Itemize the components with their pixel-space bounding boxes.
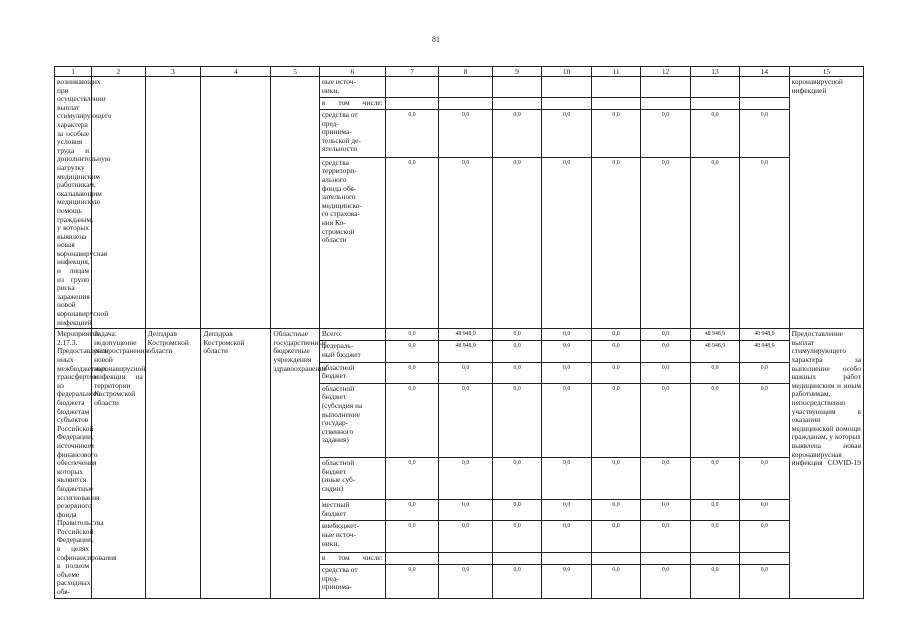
amount-cell: 0,0 (542, 341, 591, 362)
column-number-cell: 7 (385, 67, 439, 77)
amount-cell (641, 97, 690, 109)
funding-source-label: федераль- ный бюджет (319, 341, 385, 362)
amount-cell: 0,0 (641, 458, 690, 500)
amount-cell: 0,0 (385, 383, 439, 457)
amount-cell: 0,0 (740, 110, 789, 158)
amount-cell: 0,0 (492, 458, 541, 500)
column-number-cell: 6 (319, 67, 385, 77)
funding-source-label: местный бюджет (319, 500, 385, 521)
column-number-cell: 12 (641, 67, 690, 77)
column-number-cell: 8 (439, 67, 493, 77)
amount-cell: 0,0 (542, 157, 591, 328)
amount-cell: 0,0 (740, 500, 789, 521)
amount-cell: 48 948,9 (439, 341, 493, 362)
amount-cell: 0,0 (492, 362, 541, 383)
amount-cell (385, 97, 439, 109)
amount-cell: 0,0 (641, 521, 690, 552)
amount-cell: 0,0 (385, 157, 439, 328)
task-cell: Задача: недопущение распространения новой коронавирусной инфекции на территории Костромской области (92, 329, 146, 598)
funding-source-label: областной бюджет (субсидия на выполнение государ- ственного задания) (319, 383, 385, 457)
funding-source-label: в том числе: (319, 97, 385, 109)
amount-cell: 48 948,9 (690, 329, 739, 341)
amount-cell: 0,0 (439, 157, 493, 328)
amount-cell: 0,0 (385, 521, 439, 552)
result-description: коронавирусной инфекцией (789, 77, 863, 329)
amount-cell (492, 77, 541, 98)
amount-cell: 0,0 (492, 110, 541, 158)
amount-cell (439, 77, 493, 98)
amount-cell: 0,0 (740, 521, 789, 552)
amount-cell: 0,0 (542, 110, 591, 158)
amount-cell (542, 77, 591, 98)
column-number-cell: 15 (789, 67, 863, 77)
amount-cell: 0,0 (690, 157, 739, 328)
amount-cell (690, 552, 739, 564)
coordinator-cell: Депздрав Костромской области (145, 329, 201, 598)
amount-cell: 0,0 (439, 458, 493, 500)
amount-cell: 0,0 (439, 521, 493, 552)
column-number-cell: 10 (542, 67, 591, 77)
amount-cell: 0,0 (542, 329, 591, 341)
amount-cell (385, 77, 439, 98)
amount-cell: 0,0 (591, 383, 640, 457)
amount-cell: 0,0 (385, 458, 439, 500)
column-number-cell: 1 (55, 67, 92, 77)
amount-cell: 0,0 (740, 157, 789, 328)
column-number-cell: 14 (740, 67, 789, 77)
amount-cell: 0,0 (542, 383, 591, 457)
amount-cell: 48 948,9 (439, 329, 493, 341)
funding-source-label: областной бюджет (319, 362, 385, 383)
amount-cell: 0,0 (385, 500, 439, 521)
amount-cell: 0,0 (740, 564, 789, 598)
column-number-cell: 5 (271, 67, 319, 77)
amount-cell: 0,0 (591, 110, 640, 158)
amount-cell: 0,0 (439, 383, 493, 457)
amount-cell: 0,0 (492, 500, 541, 521)
amount-cell: 0,0 (492, 383, 541, 457)
participant-cell: Областные государственные бюджетные учреждения здравоохранения (271, 329, 319, 598)
amount-cell: 0,0 (542, 500, 591, 521)
table-row (55, 329, 864, 341)
amount-cell: 0,0 (740, 458, 789, 500)
amount-cell (740, 77, 789, 98)
amount-cell (740, 552, 789, 564)
funding-source-label: Всего: (319, 329, 385, 341)
amount-cell (542, 97, 591, 109)
amount-cell: 0,0 (690, 458, 739, 500)
amount-cell (492, 97, 541, 109)
amount-cell: 0,0 (591, 362, 640, 383)
amount-cell (690, 97, 739, 109)
amount-cell: 0,0 (439, 110, 493, 158)
amount-cell: 0,0 (492, 157, 541, 328)
amount-cell: 0,0 (641, 564, 690, 598)
executor-cell (201, 77, 271, 329)
activity-description: Мероприятие 2.17.3. Предоставление иных межбюджетных трансфертов из федерального бюджета бюджетам субъектов Российской Федерации, источником финансового обеспечения которых являются бюджетные ассигнования резервного фонда Правительства Российской Федерации, в целях софинансирования в полном объеме расходных обя- (55, 329, 92, 598)
funding-source-label: внебюджет- ные источ- ники, (319, 521, 385, 552)
executor-cell: Депздрав Костромской области (201, 329, 271, 598)
amount-cell: 0,0 (641, 157, 690, 328)
column-number-cell: 4 (201, 67, 271, 77)
page-number: 81 (432, 35, 440, 44)
amount-cell: 0,0 (641, 329, 690, 341)
amount-cell: 0,0 (591, 329, 640, 341)
amount-cell: 0,0 (542, 564, 591, 598)
amount-cell: 0,0 (591, 157, 640, 328)
amount-cell: 0,0 (591, 521, 640, 552)
amount-cell: 0,0 (641, 341, 690, 362)
amount-cell (492, 552, 541, 564)
amount-cell: 0,0 (690, 362, 739, 383)
program-table-sheet (54, 66, 864, 597)
amount-cell: 0,0 (690, 383, 739, 457)
amount-cell: 0,0 (492, 329, 541, 341)
amount-cell: 48 948,9 (740, 341, 789, 362)
amount-cell: 48 948,9 (740, 329, 789, 341)
amount-cell: 0,0 (690, 110, 739, 158)
funding-source-label: средства от пред- принима- тельской де- ятельности (319, 110, 385, 158)
column-number-cell: 9 (492, 67, 541, 77)
amount-cell: 0,0 (385, 362, 439, 383)
amount-cell: 0,0 (542, 362, 591, 383)
amount-cell: 0,0 (690, 521, 739, 552)
amount-cell: 0,0 (591, 500, 640, 521)
amount-cell (641, 552, 690, 564)
activity-description: возникающих при осуществлении выплат стимулирующего характера за особые условия труда и дополнительную нагрузку медицинским работникам, оказывающим медицинскую помощь гражданам, у которых выявлена новая коронавирусная инфекция, и лицам из групп риска заражения новой коронавирусной инфекцией (55, 77, 92, 329)
amount-cell (591, 77, 640, 98)
amount-cell: 48 948,9 (690, 341, 739, 362)
column-number-cell: 3 (145, 67, 201, 77)
amount-cell (542, 552, 591, 564)
amount-cell: 0,0 (492, 341, 541, 362)
amount-cell (591, 97, 640, 109)
funding-source-label: в том числе: (319, 552, 385, 564)
amount-cell: 0,0 (385, 564, 439, 598)
amount-cell (591, 552, 640, 564)
amount-cell: 0,0 (542, 521, 591, 552)
amount-cell: 0,0 (385, 341, 439, 362)
funding-source-label: ные источ- ники, (319, 77, 385, 98)
amount-cell: 0,0 (641, 110, 690, 158)
amount-cell: 0,0 (641, 500, 690, 521)
amount-cell (439, 97, 493, 109)
amount-cell: 0,0 (439, 500, 493, 521)
table-row (55, 77, 864, 98)
amount-cell (385, 552, 439, 564)
coordinator-cell (145, 77, 201, 329)
amount-cell: 0,0 (740, 362, 789, 383)
amount-cell: 0,0 (492, 564, 541, 598)
amount-cell: 0,0 (641, 362, 690, 383)
amount-cell: 0,0 (492, 521, 541, 552)
amount-cell: 0,0 (385, 329, 439, 341)
participant-cell (271, 77, 319, 329)
amount-cell (740, 97, 789, 109)
amount-cell: 0,0 (591, 564, 640, 598)
amount-cell (439, 552, 493, 564)
result-description: Предоставление выплат стимулирующего характера за выполнение особо важных работ медицинским и иным работникам, непосредственно участвующим в оказании медицинской помощи гражданам, у которых выявлена новая коронавирусная инфекция COVID-19 (789, 329, 863, 598)
amount-cell: 0,0 (740, 383, 789, 457)
funding-source-label: средства от пред- принима- (319, 564, 385, 598)
program-table (54, 66, 864, 599)
amount-cell (641, 77, 690, 98)
funding-source-label: областной бюджет (иные суб- сидии) (319, 458, 385, 500)
funding-source-label: средства территори- ального фонда обя- зательного медицинско- го страхова- ния Ко- стромской области (319, 157, 385, 328)
amount-cell: 0,0 (439, 362, 493, 383)
amount-cell: 0,0 (385, 110, 439, 158)
amount-cell: 0,0 (690, 564, 739, 598)
amount-cell (690, 77, 739, 98)
amount-cell: 0,0 (591, 341, 640, 362)
column-number-cell: 13 (690, 67, 739, 77)
column-number-row (55, 67, 864, 77)
column-number-cell: 11 (591, 67, 640, 77)
amount-cell: 0,0 (439, 564, 493, 598)
amount-cell: 0,0 (690, 500, 739, 521)
amount-cell: 0,0 (542, 458, 591, 500)
column-number-cell: 2 (92, 67, 146, 77)
amount-cell: 0,0 (641, 383, 690, 457)
amount-cell: 0,0 (591, 458, 640, 500)
